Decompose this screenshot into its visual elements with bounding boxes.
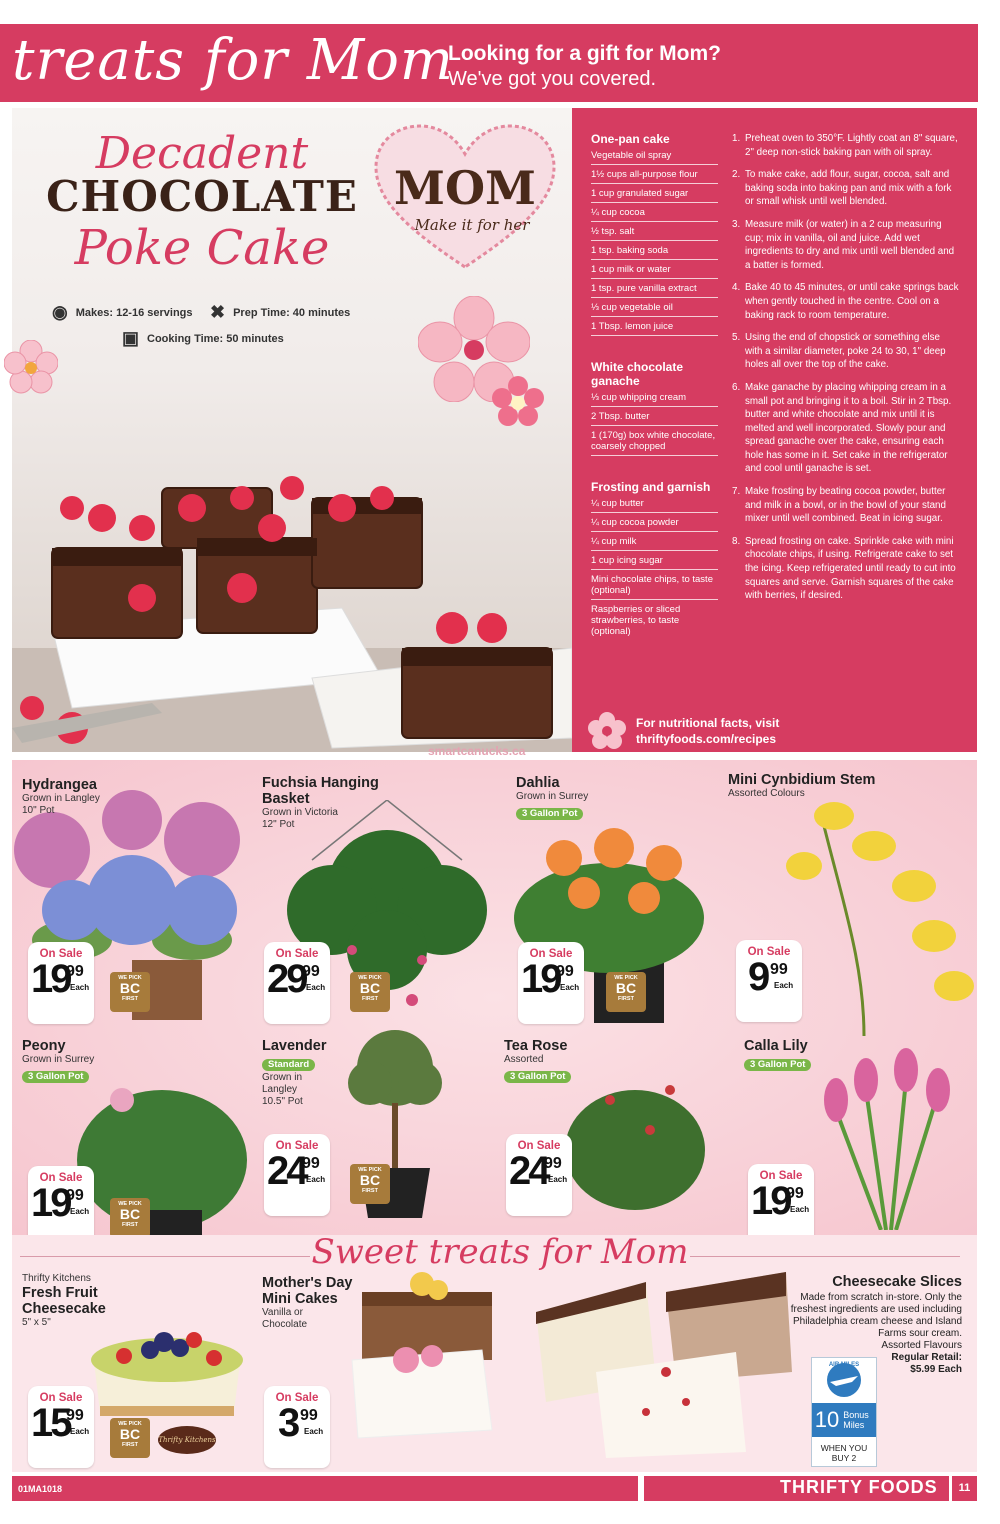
ingredient-item: Raspberries or sliced strawberries, to taste (optional) bbox=[591, 604, 681, 637]
heart-tagline: Make it for her bbox=[414, 216, 530, 234]
peony-photo bbox=[72, 1050, 252, 1240]
mom-heart-logo bbox=[372, 122, 558, 272]
pot-size-chip: 3 Gallon Pot bbox=[504, 1071, 571, 1083]
meta-cooking bbox=[122, 328, 284, 349]
price-card-lavender bbox=[264, 1134, 330, 1216]
product-fruit-cheesecake bbox=[22, 1273, 132, 1329]
ingredient-item: 1 tsp. pure vanilla extract bbox=[591, 279, 718, 298]
ingredient-item: 1 tsp. baking soda bbox=[591, 241, 718, 260]
on-sale-label: On Sale bbox=[275, 1140, 319, 1152]
on-sale-label: On Sale bbox=[39, 1392, 83, 1404]
variety-chip: Standard bbox=[262, 1059, 315, 1071]
product-cymbidium bbox=[728, 772, 875, 800]
watermark: smartcanucks.ca bbox=[428, 744, 526, 758]
footer-brand: THRIFTY FOODS bbox=[780, 1477, 938, 1497]
header-script-title: treats for Mom bbox=[12, 28, 455, 93]
product-name: Lavender bbox=[262, 1038, 327, 1054]
bc-first-badge: WE PICK BC FIRST bbox=[350, 1164, 390, 1204]
price-cents: 99 bbox=[302, 963, 320, 980]
price-dollars: 19 bbox=[31, 957, 70, 1001]
price-each: Each bbox=[790, 1205, 810, 1214]
product-name: Fuchsia Hanging Basket bbox=[262, 775, 379, 807]
price-cents: 99 bbox=[786, 1185, 804, 1202]
utensils-icon: ✖ bbox=[210, 302, 226, 322]
ingredient-item: 1 cup icing sugar bbox=[591, 551, 718, 570]
bonus-miles-label: Bonus Miles bbox=[843, 1410, 869, 1430]
pot-size-chip: 3 Gallon Pot bbox=[516, 808, 583, 820]
bc-first-badge: WE PICK BC FIRST bbox=[110, 1198, 150, 1238]
product-calla-lily bbox=[744, 1038, 811, 1072]
product-detail: Grown in Surrey bbox=[22, 1054, 95, 1065]
product-peony bbox=[22, 1038, 94, 1084]
price-each: Each bbox=[70, 1207, 90, 1216]
product-detail: Assorted bbox=[504, 1054, 544, 1065]
ingredient-item: ⅓ cup vegetable oil bbox=[591, 298, 718, 317]
ingredient-item: ⅓ cup whipping cream bbox=[591, 388, 718, 407]
recipe-step: 7. Make frosting by beating cocoa powder, butter and milk in a bowl, or in the bowl of your stand mixer until well combined. Beat in icing sugar. bbox=[732, 486, 946, 525]
product-detail: Grown in bbox=[262, 1072, 303, 1083]
nutrition-callout[interactable] bbox=[588, 712, 779, 750]
product-name: Peony bbox=[22, 1038, 66, 1054]
on-sale-label: On Sale bbox=[529, 948, 573, 960]
price-card-mini-cakes bbox=[264, 1386, 330, 1468]
price-each: Each bbox=[70, 983, 90, 992]
price-cents: 99 bbox=[66, 1187, 84, 1204]
price-card-cymbidium bbox=[736, 940, 802, 1022]
price-each: Each bbox=[304, 1427, 324, 1436]
hero-title-chocolate: CHOCOLATE bbox=[46, 172, 358, 221]
price-each: Each bbox=[306, 1175, 326, 1184]
product-brand: Thrifty Kitchens bbox=[22, 1273, 91, 1284]
price-dollars: 19 bbox=[751, 1179, 790, 1223]
ingredient-item: ¼ cup butter bbox=[591, 494, 718, 513]
recipe-step: 1. Preheat oven to 350°F. Lightly coat an 8" square, 2" deep non-stick baking pan with oil spray. bbox=[732, 133, 958, 158]
on-sale-label: On Sale bbox=[275, 948, 319, 960]
product-mini-cakes bbox=[262, 1275, 372, 1331]
ingredient-item: 1 (170g) box white chocolate, coarsely chopped bbox=[591, 426, 718, 456]
cheesecake-slices-photo bbox=[516, 1262, 802, 1458]
price-dollars: 9 bbox=[748, 955, 768, 999]
bc-first-badge: WE PICK BC FIRST bbox=[606, 972, 646, 1012]
recipe-step: 3. Measure milk (or water) in a 2 cup measuring cup; mix in vanilla, oil and juice. Add wet ingredients to dry and mix until well blended and a batter is formed. bbox=[732, 218, 955, 271]
ingredient-item: 1½ cups all-purpose flour bbox=[591, 165, 718, 184]
tea-rose-photo bbox=[560, 1060, 710, 1220]
price-cents: 99 bbox=[66, 963, 84, 980]
product-detail: 10.5" Pot bbox=[262, 1096, 303, 1107]
product-detail: Assorted Colours bbox=[728, 788, 805, 799]
price-dollars: 24 bbox=[267, 1149, 306, 1193]
bc-first-badge: WE PICK BC FIRST bbox=[110, 972, 150, 1012]
makes-text: Makes: 12-16 servings bbox=[75, 306, 193, 319]
price-dollars: 24 bbox=[509, 1149, 548, 1193]
price-cents: 99 bbox=[300, 1407, 318, 1424]
sweet-treats-title: Sweet treats for Mom bbox=[311, 1232, 689, 1272]
price-each: Each bbox=[560, 983, 580, 992]
price-card-fruit-cheesecake bbox=[28, 1386, 94, 1468]
hero-title-poke-cake: Poke Cake bbox=[74, 220, 330, 276]
price-cents: 99 bbox=[302, 1155, 320, 1172]
product-fuchsia bbox=[262, 775, 392, 831]
product-name: Fresh Fruit Cheesecake bbox=[22, 1285, 106, 1317]
product-detail: Made from scratch in-store. Only the freshest ingredients are used including Philadelphia cream cheese and Island Farms sour cream. bbox=[790, 1292, 962, 1339]
recipe-step: 5. Using the end of chopstick or something else with a similar diameter, poke 24 to 30, 1" deep holes all over the top of the cake. bbox=[732, 332, 946, 371]
on-sale-label: On Sale bbox=[275, 1392, 319, 1404]
heart-logo-text: MOM bbox=[394, 161, 536, 215]
product-detail: Grown in Victoria bbox=[262, 807, 338, 818]
price-each: Each bbox=[774, 981, 794, 990]
bc-first-badge: WE PICK BC FIRST bbox=[350, 972, 390, 1012]
pot-size-chip: 3 Gallon Pot bbox=[744, 1059, 811, 1071]
price-card-dahlia bbox=[518, 942, 584, 1024]
nutrition-line: For nutritional facts, visit bbox=[636, 716, 780, 730]
oven-icon: ▣ bbox=[122, 328, 140, 348]
on-sale-label: On Sale bbox=[517, 1140, 561, 1152]
cooking-text: Cooking Time: 50 minutes bbox=[147, 332, 284, 345]
on-sale-label: On Sale bbox=[747, 946, 791, 958]
product-name: Dahlia bbox=[516, 775, 560, 791]
pot-size-chip: 3 Gallon Pot bbox=[22, 1071, 89, 1083]
ingredient-item: ½ tsp. salt bbox=[591, 222, 718, 241]
air-miles-badge bbox=[811, 1357, 877, 1467]
product-name: Mother's Day Mini Cakes bbox=[262, 1275, 353, 1307]
product-name: Calla Lily bbox=[744, 1038, 808, 1054]
recipe-step: 6. Make ganache by placing whipping cream in a small pot and bringing it to a boil. Stir in 2 Tbsp. butter and white chocolate and mix until it is melted and well incorporated. Slowly pour and spread ganache over the cake, ensuring each hole has some in it. Set cake in the refrigerator and cool until ganache is set. bbox=[732, 381, 952, 475]
ingredient-item: 1 cup granulated sugar bbox=[591, 184, 718, 203]
regular-retail-price: $5.99 Each bbox=[910, 1364, 962, 1375]
price-card-tea-rose bbox=[506, 1134, 572, 1216]
header-answer: We've got you covered. bbox=[448, 68, 657, 90]
people-icon: ◉ bbox=[52, 302, 68, 322]
product-detail: 10" Pot bbox=[22, 805, 55, 816]
recipe-hero bbox=[12, 108, 572, 752]
price-cents: 99 bbox=[544, 1155, 562, 1172]
bonus-miles-count: 10 bbox=[814, 1407, 840, 1432]
ingredient-item: ¼ cup cocoa bbox=[591, 203, 718, 222]
product-hydrangea bbox=[22, 777, 100, 817]
bonus-miles-strip bbox=[812, 1403, 876, 1437]
price-card-hydrangea bbox=[28, 942, 94, 1024]
product-tea-rose bbox=[504, 1038, 571, 1084]
price-each: Each bbox=[70, 1427, 90, 1436]
product-dahlia bbox=[516, 775, 588, 821]
hero-title-decadent: Decadent bbox=[95, 128, 309, 179]
header-question: Looking for a gift for Mom? bbox=[448, 42, 721, 65]
air-miles-logo-icon bbox=[812, 1358, 876, 1398]
price-cents: 99 bbox=[770, 961, 788, 978]
page-number: 11 bbox=[952, 1476, 977, 1501]
ingredient-heading-frosting: Frosting and garnish bbox=[591, 480, 711, 494]
thrifty-kitchens-logo: Thrifty Kitchens bbox=[158, 1426, 216, 1454]
ingredient-heading-cake: One-pan cake bbox=[591, 132, 670, 146]
on-sale-label: On Sale bbox=[39, 1172, 83, 1184]
on-sale-label: On Sale bbox=[39, 948, 83, 960]
chocolate-poke-cake-photo bbox=[12, 348, 572, 752]
footer-code: 01MA1018 bbox=[18, 1484, 63, 1494]
ingredient-heading-ganache: White chocolate ganache bbox=[591, 360, 684, 388]
ingredient-item: ¼ cup milk bbox=[591, 532, 718, 551]
ingredient-item: 2 Tbsp. butter bbox=[591, 407, 718, 426]
product-lavender bbox=[262, 1038, 326, 1108]
prep-text: Prep Time: 40 minutes bbox=[233, 306, 351, 319]
calla-lily-photo bbox=[806, 1030, 976, 1230]
header-banner bbox=[0, 24, 978, 102]
ingredient-item: Vegetable oil spray bbox=[591, 146, 718, 165]
price-dollars: 15 bbox=[31, 1401, 70, 1445]
product-name: Tea Rose bbox=[504, 1038, 568, 1054]
product-cheesecake-slices bbox=[762, 1274, 962, 1290]
price-cents: 99 bbox=[556, 963, 574, 980]
recipe-step: 4. Bake 40 to 45 minutes, or until cake springs back when gently touched in the centre. Cool on a baking rack to room temperature. bbox=[732, 282, 959, 321]
price-dollars: 19 bbox=[521, 957, 560, 1001]
steps-column bbox=[732, 132, 960, 612]
product-detail: Vanilla or Chocolate bbox=[262, 1307, 308, 1330]
bonus-condition: WHEN YOU BUY 2 bbox=[820, 1443, 868, 1463]
pink-flower-edge-icon bbox=[4, 340, 58, 394]
price-dollars: 19 bbox=[31, 1181, 70, 1225]
recipe-step: 2. To make cake, add flour, sugar, cocoa, salt and baking soda into baking pan and mix with a fork or small whisk until well blended. bbox=[732, 169, 952, 208]
nutrition-url[interactable]: thriftyfoods.com/recipes bbox=[636, 732, 777, 746]
price-card-fuchsia bbox=[264, 942, 330, 1024]
price-dollars: 29 bbox=[267, 957, 306, 1001]
meta-prep bbox=[210, 302, 350, 323]
product-detail: 12" Pot bbox=[262, 819, 295, 830]
product-detail: Langley bbox=[262, 1084, 298, 1095]
product-detail: Assorted Flavours bbox=[881, 1340, 962, 1351]
recipe-step: 8. Spread frosting on cake. Sprinkle cake with mini chocolate chips, if using. Refrigerate cake to set the icing. Keep refrigerated until ready to cut into squares and serve. Garnish squares of the cake with berries, if desired. bbox=[732, 535, 956, 602]
product-name: Mini Cynbidium Stem bbox=[728, 772, 876, 788]
product-detail: Grown in Surrey bbox=[516, 791, 589, 802]
product-detail: Grown in Langley bbox=[22, 793, 100, 804]
price-dollars: 3 bbox=[278, 1401, 298, 1445]
ingredients-column bbox=[591, 132, 718, 640]
product-name: Cheesecake Slices bbox=[832, 1274, 962, 1290]
flower-icon bbox=[588, 712, 626, 750]
svg-text:AIR MILES: AIR MILES bbox=[828, 1362, 860, 1368]
ingredient-item: 1 cup milk or water bbox=[591, 260, 718, 279]
meta-servings bbox=[52, 302, 193, 323]
footer-bar-left bbox=[12, 1476, 638, 1501]
price-cents: 99 bbox=[66, 1407, 84, 1424]
product-name: Hydrangea bbox=[22, 777, 97, 793]
on-sale-label: On Sale bbox=[759, 1170, 803, 1182]
product-detail: 5" x 5" bbox=[22, 1317, 51, 1328]
recipe-panel bbox=[572, 108, 977, 752]
price-each: Each bbox=[548, 1175, 568, 1184]
ingredient-item: 1 Tbsp. lemon juice bbox=[591, 317, 718, 336]
price-each: Each bbox=[306, 983, 326, 992]
regular-retail-label: Regular Retail: bbox=[891, 1352, 962, 1363]
ingredient-item: ¼ cup cocoa powder bbox=[591, 513, 718, 532]
ingredient-item: Mini chocolate chips, to taste (optional) bbox=[591, 570, 718, 600]
bc-first-badge: WE PICK BC FIRST bbox=[110, 1418, 150, 1458]
